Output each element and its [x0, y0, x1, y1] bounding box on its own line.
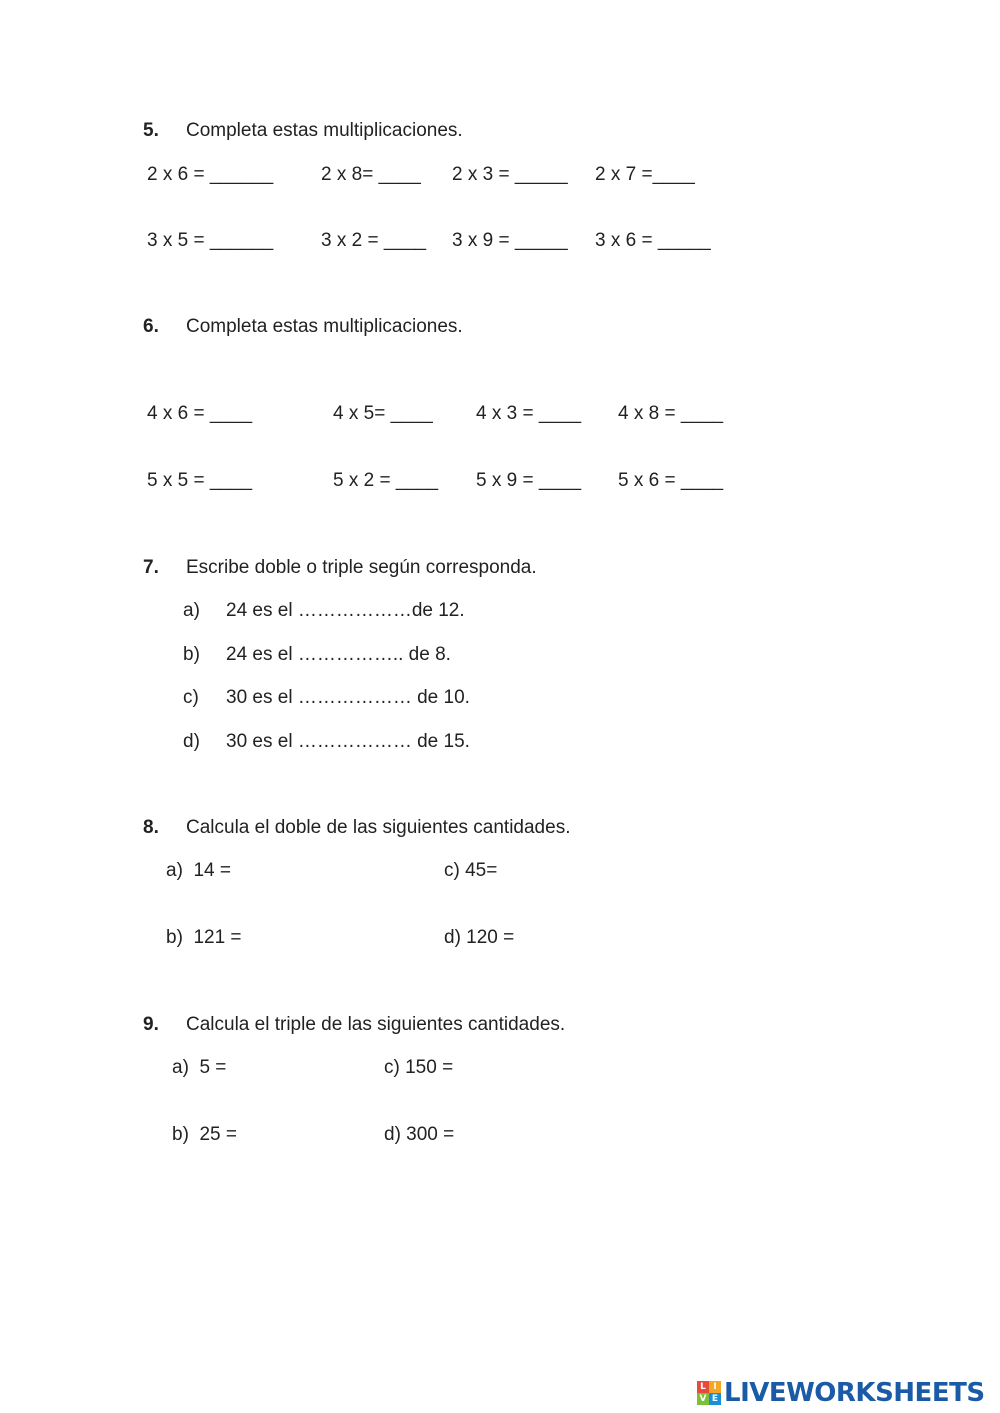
q5-item: 3 x 9 = _____ — [452, 230, 568, 251]
q6-number: 6. — [143, 316, 159, 337]
q6-item: 4 x 5= ____ — [333, 403, 433, 424]
q7-item-letter: d) — [183, 731, 200, 752]
q5-item: 3 x 6 = _____ — [595, 230, 711, 251]
q8-instruction: Calcula el doble de las siguientes cantidades. — [186, 817, 571, 838]
q5-instruction: Completa estas multiplicaciones. — [186, 120, 463, 141]
q6-item: 5 x 9 = ____ — [476, 470, 582, 491]
q9-item: d) 300 = — [384, 1124, 455, 1145]
q9-item: a) 5 = — [172, 1057, 227, 1078]
q9-instruction: Calcula el triple de las siguientes cantidades. — [186, 1014, 566, 1035]
q5-item: 3 x 2 = ____ — [321, 230, 427, 251]
q7-item-text: 30 es el ……………… de 15. — [226, 731, 470, 752]
q6-instruction: Completa estas multiplicaciones. — [186, 316, 463, 337]
q7-item-text: 30 es el ……………… de 10. — [226, 687, 470, 708]
logo-mark-letter: I — [709, 1381, 721, 1393]
q7-item-text: 24 es el …………….. de 8. — [226, 644, 451, 665]
q9-item: c) 150 = — [384, 1057, 454, 1078]
q8-number: 8. — [143, 817, 159, 838]
q6-item: 4 x 6 = ____ — [147, 403, 253, 424]
q9-number: 9. — [143, 1014, 159, 1035]
q7-item-text: 24 es el ………………de 12. — [226, 600, 465, 621]
q8-item: b) 121 = — [166, 927, 242, 948]
q8-item: a) 14 = — [166, 860, 231, 881]
q7-instruction: Escribe doble o triple según corresponda. — [186, 557, 537, 578]
q5-item: 2 x 3 = _____ — [452, 164, 568, 185]
liveworksheets-logo-text: LIVEWORKSHEETS — [724, 1378, 985, 1408]
q6-item: 5 x 6 = ____ — [618, 470, 724, 491]
logo-mark-letter: E — [709, 1393, 721, 1405]
liveworksheets-logo-icon — [697, 1381, 721, 1405]
q5-item: 2 x 8= ____ — [321, 164, 421, 185]
q6-item: 5 x 2 = ____ — [333, 470, 439, 491]
q5-item: 2 x 6 = ______ — [147, 164, 274, 185]
q6-item: 4 x 8 = ____ — [618, 403, 724, 424]
q8-item: c) 45= — [444, 860, 498, 881]
q8-item: d) 120 = — [444, 927, 515, 948]
q7-number: 7. — [143, 557, 159, 578]
logo-mark-letter: V — [697, 1393, 709, 1405]
q7-item-letter: a) — [183, 600, 200, 621]
q6-item: 4 x 3 = ____ — [476, 403, 582, 424]
liveworksheets-logo — [697, 1379, 985, 1407]
q5-number: 5. — [143, 120, 159, 141]
q5-item: 3 x 5 = ______ — [147, 230, 274, 251]
q7-item-letter: b) — [183, 644, 200, 665]
q9-item: b) 25 = — [172, 1124, 237, 1145]
q7-item-letter: c) — [183, 687, 199, 708]
q5-item: 2 x 7 =____ — [595, 164, 695, 185]
q6-item: 5 x 5 = ____ — [147, 470, 253, 491]
logo-mark-letter: L — [697, 1381, 709, 1393]
